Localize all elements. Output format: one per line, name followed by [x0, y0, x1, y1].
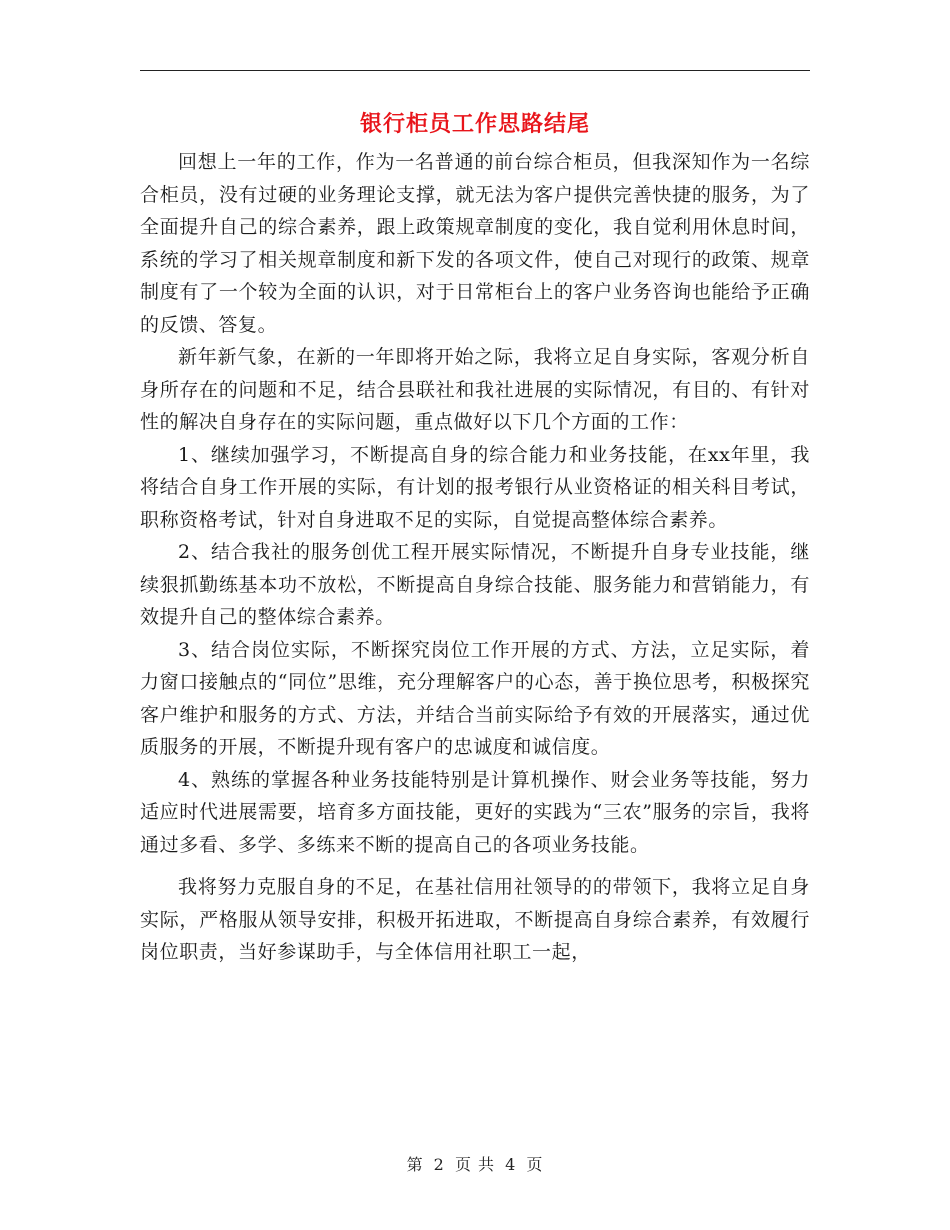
- footer-page-number: 2: [433, 1155, 445, 1174]
- footer-prefix: 第: [406, 1155, 424, 1174]
- paragraph-2: 新年新气象，在新的一年即将开始之际，我将立足自身实际，客观分析自身所存在的问题和不足，结合县联社和我社进展的实际情况，有目的、有针对性的解决自身存在的实际问题，重点做好以下几个方面的工作：: [140, 346, 810, 433]
- page-footer: [0, 1152, 950, 1175]
- document-body: [140, 146, 810, 969]
- paragraph-5: 3、结合岗位实际，不断探究岗位工作开展的方式、方法，立足实际，着力窗口接触点的“同位”思维，充分理解客户的心态，善于换位思考，积极探究客户维护和服务的方式、方法，并结合当前实际给予有效的开展落实，通过优质服务的开展，不断提升现有客户的忠诚度和诚信度。: [140, 638, 810, 758]
- paragraph-1: 回想上一年的工作，作为一名普通的前台综合柜员，但我深知作为一名综合柜员，没有过硬的业务理论支撑，就无法为客户提供完善快捷的服务，为了全面提升自己的综合素养，跟上政策规章制度的变化，我自觉利用休息时间，系统的学习了相关规章制度和新下发的各项文件，使自己对现行的政策、规章制度有了一个较为全面的认识，对于日常柜台上的客户业务咨询也能给予正确的反馈、答复。: [140, 151, 810, 336]
- document-title: 银行柜员工作思路结尾: [359, 111, 590, 137]
- paragraph-4: 2、结合我社的服务创优工程开展实际情况，不断提升自身专业技能，继续狠抓勤练基本功不放松，不断提高自身综合技能、服务能力和营销能力，有效提升自己的整体综合素养。: [140, 541, 810, 628]
- footer-suffix: 页: [526, 1155, 544, 1174]
- paragraph-3: 1、继续加强学习，不断提高自身的综合能力和业务技能，在xx年里，我将结合自身工作开展的实际，有计划的报考银行从业资格证的相关科目考试，职称资格考试，针对自身进取不足的实际，自觉提高整体综合素养。: [140, 443, 810, 531]
- footer-middle: 页 共: [454, 1155, 496, 1174]
- paragraph-7: 我将努力克服自身的不足，在基社信用社领导的的带领下，我将立足自身实际，严格服从领导安排，积极开拓进取，不断提高自身综合素养，有效履行岗位职责，当好参谋助手，与全体信用社职工一起，: [140, 876, 810, 963]
- header-rule: [140, 70, 810, 71]
- footer-total-pages: 4: [505, 1155, 517, 1174]
- paragraph-6: 4、熟练的掌握各种业务技能特别是计算机操作、财会业务等技能，努力适应时代进展需要，培育多方面技能，更好的实践为“三农”服务的宗旨，我将通过多看、多学、多练来不断的提高自己的各项业务技能。: [140, 768, 810, 856]
